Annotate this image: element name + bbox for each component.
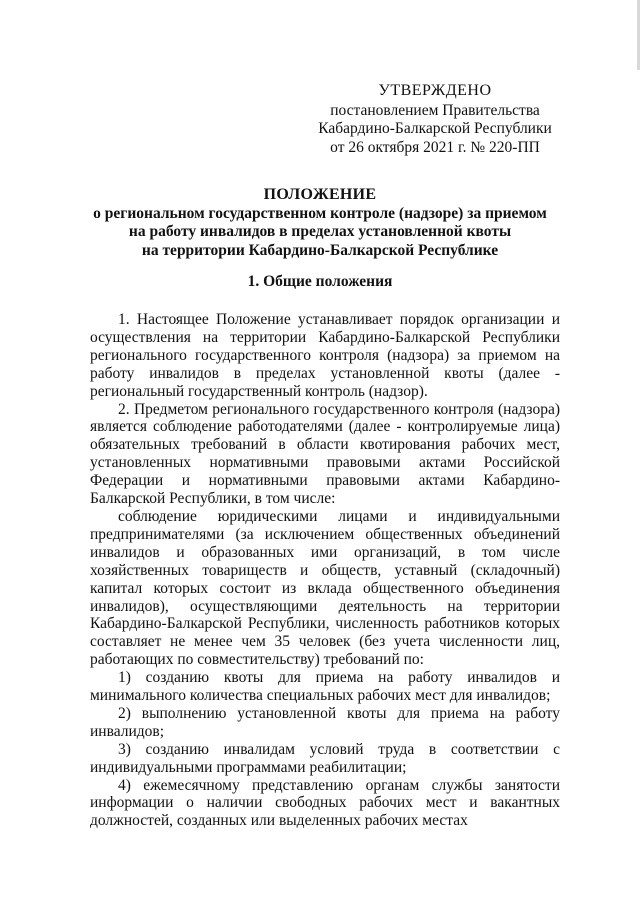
paragraph: 1. Настоящее Положение устанавливает порядок организации и осуществления на территории Кабардино-Балкарской Республики регионального государственного контроля (надзора) за приемом на работу инвалидов в пределах установленной квоты (далее - региональный государственный контроль (надзор). [90, 311, 560, 400]
document-subtitle-line: на территории Кабардино-Балкарской Республике [141, 241, 499, 259]
paragraph: 2. Предметом регионального государственного контроля (надзора) является соблюдение работодателями (далее - контролируемые лица) обязательных требований в области квотирования рабочих мест, установленных нормативными правовыми актами Российской Федерации и нормативными правовыми актами Кабардино-Балкарской Республики, в том числе: [90, 400, 560, 508]
document-subtitle-line: на работу инвалидов в пределах установленной квоты [128, 223, 512, 240]
section-heading: 1. Общие положения [247, 273, 393, 290]
approval-heading: УТВЕРЖДЕНО [378, 82, 492, 99]
approval-line: постановлением Правительства [330, 101, 540, 119]
paragraph: 3) созданию инвалидам условий труда в соответствии с индивидуальными программами реабилитации; [90, 740, 560, 776]
paragraph: соблюдение юридическими лицами и индивидуальными предпринимателями (за исключением общественных объединений инвалидов и образованных ими организаций, в том числе хозяйственных товариществ и обществ, уставный (складочный) капитал которых состоит из вклада общественного объединения инвалидов), осуществляющими деятельность на территории Кабардино-Балкарской Республики, численность работников которых составляет не менее чем 35 человек (без учета численности лиц, работающих по совместительству) требований по: [90, 507, 560, 669]
document-body [90, 311, 560, 830]
document-title: ПОЛОЖЕНИЕ [263, 186, 377, 203]
paragraph: 1) созданию квоты для приема на работу инвалидов и минимального количества специальных рабочих мест для инвалидов; [90, 669, 560, 705]
paragraph: 4) ежемесячному представлению органам службы занятости информации о наличии свободных рабочих мест и вакантных должностей, созданных или выделенных рабочих местах [90, 776, 560, 830]
approval-stamp-block [300, 82, 570, 157]
document-title-block [70, 186, 570, 260]
approval-line: от 26 октября 2021 г. № 220-ПП [330, 138, 540, 156]
document-subtitle-line: о региональном государственном контроле (надзоре) за приемом [93, 204, 547, 222]
paragraph: 2) выполнению установленной квоты для приема на работу инвалидов; [90, 704, 560, 740]
approval-line: Кабардино-Балкарской Республики [318, 120, 552, 137]
